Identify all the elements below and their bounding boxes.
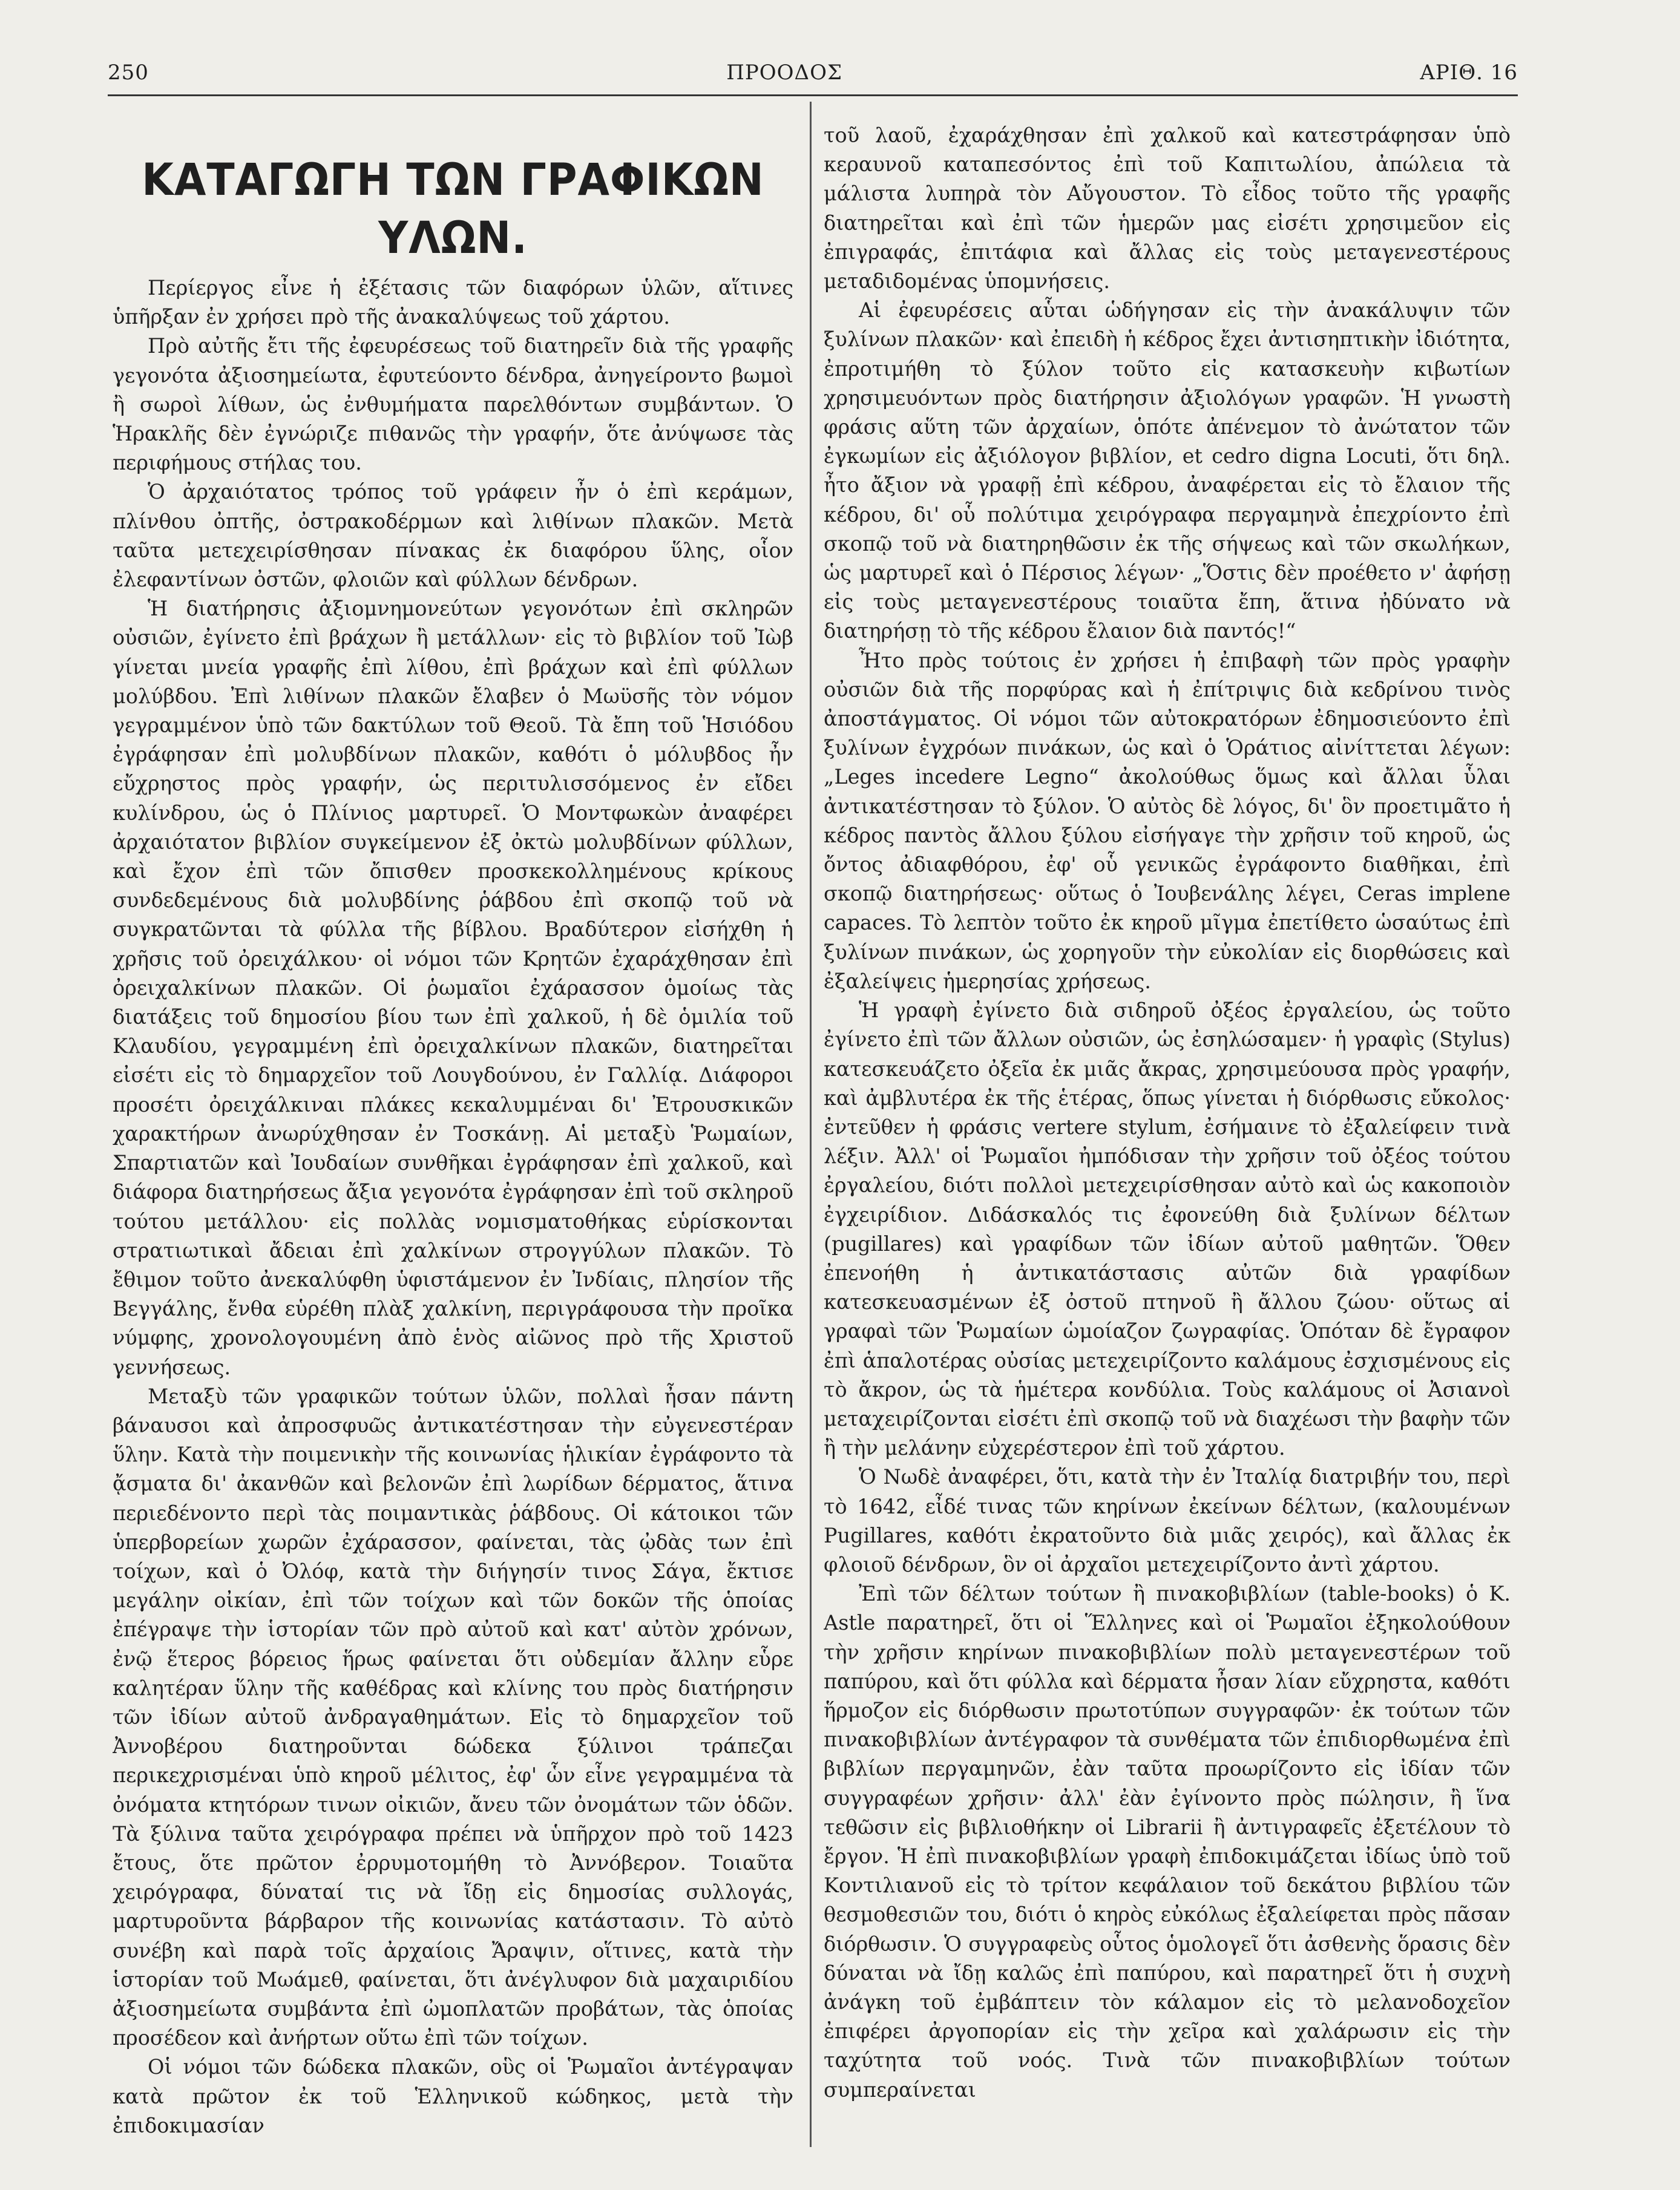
right-column <box>824 121 1511 2136</box>
paragraph: Ὁ ἀρχαιότατος τρόπος τοῦ γράφειν ἦν ὁ ἐπὶ κεράμων, πλίνθου ὀπτῆς, ὀστρακοδέρμων καὶ λιθίνων πλακῶν. Μετὰ ταῦτα μετεχειρίσθησαν πίνακας ἐκ διαφόρου ὕλης, οἷον ἐλεφαντίνων ὀστῶν, φλοιῶν καὶ φύλλων δένδρων. <box>113 480 793 592</box>
issue-number: ΑΡΙΘ. 16 <box>1420 61 1518 85</box>
header-rule <box>108 94 1518 96</box>
journal-title: ΠΡΟΟΔΟΣ <box>726 61 843 85</box>
paragraph: Αἱ ἐφευρέσεις αὗται ὡδήγησαν εἰς τὴν ἀνακάλυψιν τῶν ξυλίνων πλακῶν· καὶ ἐπειδὴ ἡ κέδρος ἔχει ἀντισηπτικὴν ἰδιότητα, ἐπροτιμήθη τὸ ξύλον τοῦτο εἰς κατασκευὴν κιβωτίων χρησιμευόντων πρὸς διατήρησιν ἀξιολόγων γραφῶν. Ἡ γνωστὴ φράσις αὕτη τῶν ἀρχαίων, ὁπότε ἀπένεμον τὸ ἀνώτατον τῶν ἐγκωμίων εἰς ἀξιόλογον βιβλίον, et cedro digna Locuti, ὅτι δηλ. ἦτο ἄξιον νὰ γραφῇ ἐπὶ κέδρου, ἀναφέρεται εἰς τὸ ἔλαιον τῆς κέδρου, δι' οὗ πολύτιμα χειρόγραφα περγαμηνὰ ἐπεχρίοντο ἐπὶ σκοπῷ τοῦ νὰ διατηρηθῶσιν ἐκ τῆς σήψεως καὶ τῶν σκωλήκων, ὡς μαρτυρεῖ καὶ ὁ Πέρσιος λέγων· „Ὅστις δὲν προέθετο ν' ἀφήσῃ εἰς τοὺς μεταγενεστέρους τοιαῦτα ἔπη, ἅτινα ἠδύνατο νὰ διατηρήσῃ τὸ τῆς κέδρου ἔλαιον διὰ παντός!“ <box>824 298 1511 643</box>
paragraph: Περίεργος εἶνε ἡ ἐξέτασις τῶν διαφόρων ὑλῶν, αἵτινες ὑπῆρξαν ἐν χρήσει πρὸ τῆς ἀνακαλύψεως τοῦ χάρτου. <box>113 276 793 329</box>
paragraph: Μεταξὺ τῶν γραφικῶν τούτων ὑλῶν, πολλαὶ ἦσαν πάντη βάναυσοι καὶ ἀπροσφυῶς ἀντικατέστησαν τὴν εὐγενεστέραν ὕλην. Κατὰ τὴν ποιμενικὴν τῆς κοινωνίας ἡλικίαν ἐγράφοντο τὰ ᾄσματα δι' ἀκανθῶν καὶ βελονῶν ἐπὶ λωρίδων δέρματος, ἅτινα περιεδένοντο περὶ τὰς ποιμαντικὰς ῥάβδους. Οἱ κάτοικοι τῶν ὑπερβορείων χωρῶν ἐχάρασσον, φαίνεται, τὰς ᾠδὰς των ἐπὶ τοίχων, καὶ ὁ Ὀλόφ, κατὰ τὴν διήγησίν τινος Σάγα, ἔκτισε μεγάλην οἰκίαν, ἐπὶ τῶν τοίχων καὶ τῶν δοκῶν τῆς ὁποίας ἐπέγραψε τὴν ἱστορίαν τῶν πρὸ αὐτοῦ καὶ κατ' αὐτὸν χρόνων, ἐνῷ ἕτερος βόρειος ἥρως φαίνεται ὅτι οὐδεμίαν ἄλλην εὗρε καλητέραν ὕλην τῆς καθέδρας καὶ κλίνης του πρὸς διατήρησιν τῶν ἰδίων αὐτοῦ ἀνδραγαθημάτων. Εἰς τὸ δημαρχεῖον τοῦ Ἀννοβέρου διατηροῦνται δώδεκα ξύλινοι τράπεζαι περικεχρισμέναι ὑπὸ κηροῦ μέλιτος, ἐφ' ὧν εἶνε γεγραμμένα τὰ ὀνόματα κτητόρων τινων οἰκιῶν, ἄνευ τῶν ὀνομάτων τῶν ὁδῶν. Τὰ ξύλινα ταῦτα χειρόγραφα πρέπει νὰ ὑπῆρχον πρὸ τοῦ 1423 ἔτους, ὅτε πρῶτον ἐρρυμοτομήθη τὸ Ἀννόβερον. Τοιαῦτα χειρόγραφα, δύναταί τις νὰ ἴδῃ εἰς δημοσίας συλλογάς, μαρτυροῦντα βάρβαρον τῆς κοινωνίας κατάστασιν. Τὸ αὐτὸ συνέβη καὶ παρὰ τοῖς ἀρχαίοις Ἄραψιν, οἵτινες, κατὰ τὴν ἱστορίαν τοῦ Μωάμεθ, φαίνεται, ὅτι ἀνέγλυφον διὰ μαχαιριδίου ἀξιοσημείωτα συμβάντα ἐπὶ ὠμοπλατῶν προβάτων, τὰς ὁποίας προσέδεον καὶ ἀνήρτων οὕτω ἐπὶ τῶν τοίχων. <box>113 1384 793 2050</box>
paragraph: Ἐπὶ τῶν δέλτων τούτων ἢ πινακοβιβλίων (table-books) ὁ Κ. Astle παρατηρεῖ, ὅτι οἱ Ἕλληνες καὶ οἱ Ῥωμαῖοι ἐξηκολούθουν τὴν χρῆσιν κηρίνων πινακοβιβλίων πολὺ μεταγενεστέρων τοῦ παπύρου, καὶ ὅτι φύλλα καὶ δέρματα ἦσαν λίαν εὔχρηστα, καθότι ἥρμοζον εἰς διόρθωσιν πρωτοτύπων συγγραφῶν· ἐκ τούτων τῶν πινακοβιβλίων ἀντέγραφον τὰ συνθέματα τῶν ἐπιδιορθωμένα ἐπὶ βιβλίων περγαμηνῶν, ἐὰν ταῦτα προωρίζοντο εἰς ἰδίαν τῶν συγγραφέων χρῆσιν· ἀλλ' ἐὰν ἐγίνοντο πρὸς πώλησιν, ἢ ἵνα τεθῶσιν εἰς βιβλιοθήκην οἱ Librarii ἢ ἀντιγραφεῖς ἐξετέλουν τὸ ἔργον. Ἡ ἐπὶ πινακοβιβλίων γραφὴ ἐπιδοκιμάζεται ἰδίως ὑπὸ τοῦ Κοντιλιανοῦ εἰς τὸ τρίτον κεφάλαιον τοῦ δεκάτου βιβλίου τῶν θεσμοθεσιῶν του, διότι ὁ κηρὸς εὐκόλως ἐξαλείφεται πρὸς πᾶσαν διόρθωσιν. Ὁ συγγραφεὺς οὗτος ὁμολογεῖ ὅτι ἀσθενὴς ὅρασις δὲν δύναται νὰ ἴδῃ καλῶς ἐπὶ παπύρου, καὶ παρατηρεῖ ὅτι ἡ συχνὴ ἀνάγκη τοῦ ἐμβάπτειν τὸν κάλαμον εἰς τὸ μελανοδοχεῖον ἐπιφέρει ἀργοπορίαν εἰς τὴν χεῖρα καὶ χαλάρωσιν εἰς τὴν ταχύτητα τοῦ νοός. Τινὰ τῶν πινακοβιβλίων τούτων συμπεραίνεται <box>824 1582 1511 2102</box>
paragraph: τοῦ λαοῦ, ἐχαράχθησαν ἐπὶ χαλκοῦ καὶ κατεστράφησαν ὑπὸ κεραυνοῦ καταπεσόντος ἐπὶ τοῦ Καπιτωλίου, ἀπώλεια τὰ μάλιστα λυπηρὰ τὸν Αὔγουστον. Τὸ εἶδος τοῦτο τῆς γραφῆς διατηρεῖται καὶ ἐπὶ τῶν ἡμερῶν μας εἰσέτι χρησιμεῦον εἰς ἐπιγραφάς, ἐπιτάφια καὶ ἄλλας εἰς τοὺς μεταγενεστέρους μεταδιδομένας ὑπομνήσεις. <box>824 123 1511 293</box>
paragraph: Ἦτο πρὸς τούτοις ἐν χρήσει ἡ ἐπιβαφὴ τῶν πρὸς γραφὴν οὐσιῶν διὰ τῆς πορφύρας καὶ ἡ ἐπίτριψις διὰ κεδρίνου τινὸς ἀποστάγματος. Οἱ νόμοι τῶν αὐτοκρατόρων ἐδημοσιεύοντο ἐπὶ ξυλίνων ἐγχρόων πινάκων, ὡς καὶ ὁ Ὁράτιος αἰνίττεται λέγων: „Leges incedere Legno“ ἀκολούθως ὅμως καὶ ἄλλαι ὗλαι ἀντικατέστησαν τὸ ξύλον. Ὁ αὐτὸς δὲ λόγος, δι' ὃν προετιμᾶτο ἡ κέδρος παντὸς ἄλλου ξύλου εἰσήγαγε τὴν χρῆσιν τοῦ κηροῦ, ὡς ὄντος ἀδιαφθόρου, ἐφ' οὗ γενικῶς ἐγράφοντο διαθῆκαι, ἐπὶ σκοπῷ διατηρήσεως· οὕτως ὁ Ἰουβενάλης λέγει, Ceras implene capaces. Τὸ λεπτὸν τοῦτο ἐκ κηροῦ μῖγμα ἐπετίθετο ὡσαύτως ἐπὶ ξυλίνων πινάκων, ὡς χορηγοῦν τὴν εὐκολίαν εἰς διορθώσεις καὶ ἐξαλείψεις ἡμερησίας χρήσεως. <box>824 648 1511 993</box>
paragraph: Ἡ γραφὴ ἐγίνετο διὰ σιδηροῦ ὀξέος ἐργαλείου, ὡς τοῦτο ἐγίνετο ἐπὶ τῶν ἄλλων οὐσιῶν, ὡς ἐσηλώσαμεν· ἡ γραφὶς (Stylus) κατεσκευάζετο ὀξεῖα ἐκ μιᾶς ἄκρας, χρησιμεύουσα πρὸς γραφήν, καὶ ἀμβλυτέρα ἐκ τῆς ἑτέρας, ὅπως γίνεται ἡ διόρθωσις εὔκολος· ἐντεῦθεν ἡ φράσις vertere stylum, ἐσήμαινε τὸ ἐξαλείφειν τινὰ λέξιν. Ἀλλ' οἱ Ῥωμαῖοι ἠμπόδισαν τὴν χρῆσιν τοῦ ὀξέος τούτου ἐργαλείου, διότι πολλοὶ μετεχειρίσθησαν αὐτὸ καὶ ὡς κακοποιὸν ἐγχειρίδιον. Διδάσκαλός τις ἐφονεύθη διὰ ξυλίνων δέλτων (pugillares) καὶ γραφίδων τῶν ἰδίων αὐτοῦ μαθητῶν. Ὅθεν ἐπενοήθη ἡ ἀντικατάστασις αὐτῶν διὰ γραφίδων κατεσκευασμένων ἐξ ὀστοῦ πτηνοῦ ἢ ἄλλου ζώου· οὕτως αἱ γραφαὶ τῶν Ῥωμαίων ὡμοίαζον ζωγραφίας. Ὁπόταν δὲ ἔγραφον ἐπὶ ἁπαλοτέρας οὐσίας μετεχειρίζοντο καλάμους ἐσχισμένους εἰς τὸ ἄκρον, ὡς τὰ ἡμέτερα κονδύλια. Τοὺς καλάμους οἱ Ἀσιανοὶ μεταχειρίζονται εἰσέτι ἐπὶ σκοπῷ τοῦ νὰ διαχέωσι τὴν βαφὴν τῶν ἢ τὴν μελάνην εὐχερέστερον ἐπὶ τοῦ χάρτου. <box>824 998 1511 1460</box>
paragraph: Πρὸ αὐτῆς ἔτι τῆς ἐφευρέσεως τοῦ διατηρεῖν διὰ τῆς γραφῆς γεγονότα ἀξιοσημείωτα, ἐφυτεύοντο δένδρα, ἀνηγείροντο βωμοὶ ἢ σωροὶ λίθων, ὡς ἐνθυμήματα παρελθόντων συμβάντων. Ὁ Ἡρακλῆς δὲν ἐγνώριζε πιθανῶς τὴν γραφήν, ὅτε ἀνύψωσε τὰς περιφήμους στήλας του. <box>113 334 793 475</box>
article-title: ΚΑΤΑΓΩΓΗ ΤΩΝ ΓΡΑΦΙΚΩΝ ΥΛΩΝ. <box>142 154 764 264</box>
page-number: 250 <box>108 61 149 85</box>
paragraph: Ὁ Νωδὲ ἀναφέρει, ὅτι, κατὰ τὴν ἐν Ἰταλίᾳ διατριβήν του, περὶ τὸ 1642, εἶδέ τινας τῶν κηρίνων ἐκείνων δέλτων, (καλουμένων Pugillares, καθότι ἐκρατοῦντο διὰ μιᾶς χειρός), καὶ ἄλλας ἐκ φλοιοῦ δένδρων, ὃν οἱ ἀρχαῖοι μετεχειρίζοντο ἀντὶ χάρτου. <box>824 1465 1511 1576</box>
column-divider <box>810 102 812 2147</box>
running-head <box>108 58 1518 87</box>
paragraph: Οἱ νόμοι τῶν δώδεκα πλακῶν, οὓς οἱ Ῥωμαῖοι ἀντέγραψαν κατὰ πρῶτον ἐκ τοῦ Ἑλληνικοῦ κώδηκος, μετὰ τὴν ἐπιδοκιμασίαν <box>113 2055 793 2136</box>
paragraph: Ἡ διατήρησις ἀξιομνημονεύτων γεγονότων ἐπὶ σκληρῶν οὐσιῶν, ἐγίνετο ἐπὶ βράχων ἢ μετάλλων· εἰς τὸ βιβλίον τοῦ Ἰὼβ γίνεται μνεία γραφῆς ἐπὶ λίθου, ἐπὶ βράχων καὶ ἐπὶ φύλλων μολύβδου. Ἐπὶ λιθίνων πλακῶν ἔλαβεν ὁ Μωϋσῆς τὸν νόμον γεγραμμένον ὑπὸ τῶν δακτύλων τοῦ Θεοῦ. Τὰ ἔπη τοῦ Ἡσιόδου ἐγράφησαν ἐπὶ μολυβδίνων πλακῶν, καθότι ὁ μόλυβδος ἦν εὔχρηστος πρὸς γραφήν, ὡς περιτυλισσόμενος ἐν εἴδει κυλίνδρου, ὡς ὁ Πλίνιος μαρτυρεῖ. Ὁ Μοντφωκὼν ἀναφέρει ἀρχαιότατον βιβλίον συγκείμενον ἐξ ὀκτὼ μολυβδίνων φύλλων, καὶ ἔχον ἐπὶ τῶν ὄπισθεν προσκεκολλημένους κρίκους συνδεδεμένους διὰ μολυβδίνης ῥάβδου ἐπὶ σκοπῷ τοῦ νὰ συγκρατῶνται τὰ φύλλα τῆς βίβλου. Βραδύτερον εἰσήχθη ἡ χρῆσις τοῦ ὀρειχάλκου· οἱ νόμοι τῶν Κρητῶν ἐχαράχθησαν ἐπὶ ὀρειχαλκίνων πλακῶν. Οἱ ῥωμαῖοι ἐχάρασσον ὁμοίως τὰς διατάξεις τοῦ δημοσίου βίου των ἐπὶ χαλκοῦ, ἡ δὲ ὁμιλία τοῦ Κλαυδίου, γεγραμμένη ἐπὶ ὀρειχαλκίνων πλακῶν, διατηρεῖται εἰσέτι εἰς τὸ δημαρχεῖον τοῦ Λουγδούνου, ἐν Γαλλίᾳ. Διάφοροι προσέτι ὀρειχάλκιναι πλάκες κεκαλυμμέναι δι' Ἐτρουσκικῶν χαρακτήρων ἀνωρύχθησαν ἐν Τοσκάνῃ. Αἱ μεταξὺ Ῥωμαίων, Σπαρτιατῶν καὶ Ἰουδαίων συνθῆκαι ἐγράφησαν ἐπὶ χαλκοῦ, καὶ διάφορα διατηρήσεως ἄξια γεγονότα ἐγράφησαν ἐπὶ τοῦ σκληροῦ τούτου μετάλλου· εἰς πολλὰς νομισματοθήκας εὑρίσκονται στρατιωτικαὶ ἄδειαι ἐπὶ χαλκίνων στρογγύλων πλακῶν. Τὸ ἔθιμον τοῦτο ἀνεκαλύφθη ὑφιστάμενον ἐν Ἰνδίαις, πλησίον τῆς Βεγγάλης, ἔνθα εὑρέθη πλὰξ χαλκίνη, περιγράφουσα τὴν προῖκα νύμφης, χρονολογουμένη ἀπὸ ἑνὸς αἰῶνος πρὸ τῆς Χριστοῦ γεννήσεως. <box>113 597 793 1379</box>
left-column <box>113 109 793 2136</box>
